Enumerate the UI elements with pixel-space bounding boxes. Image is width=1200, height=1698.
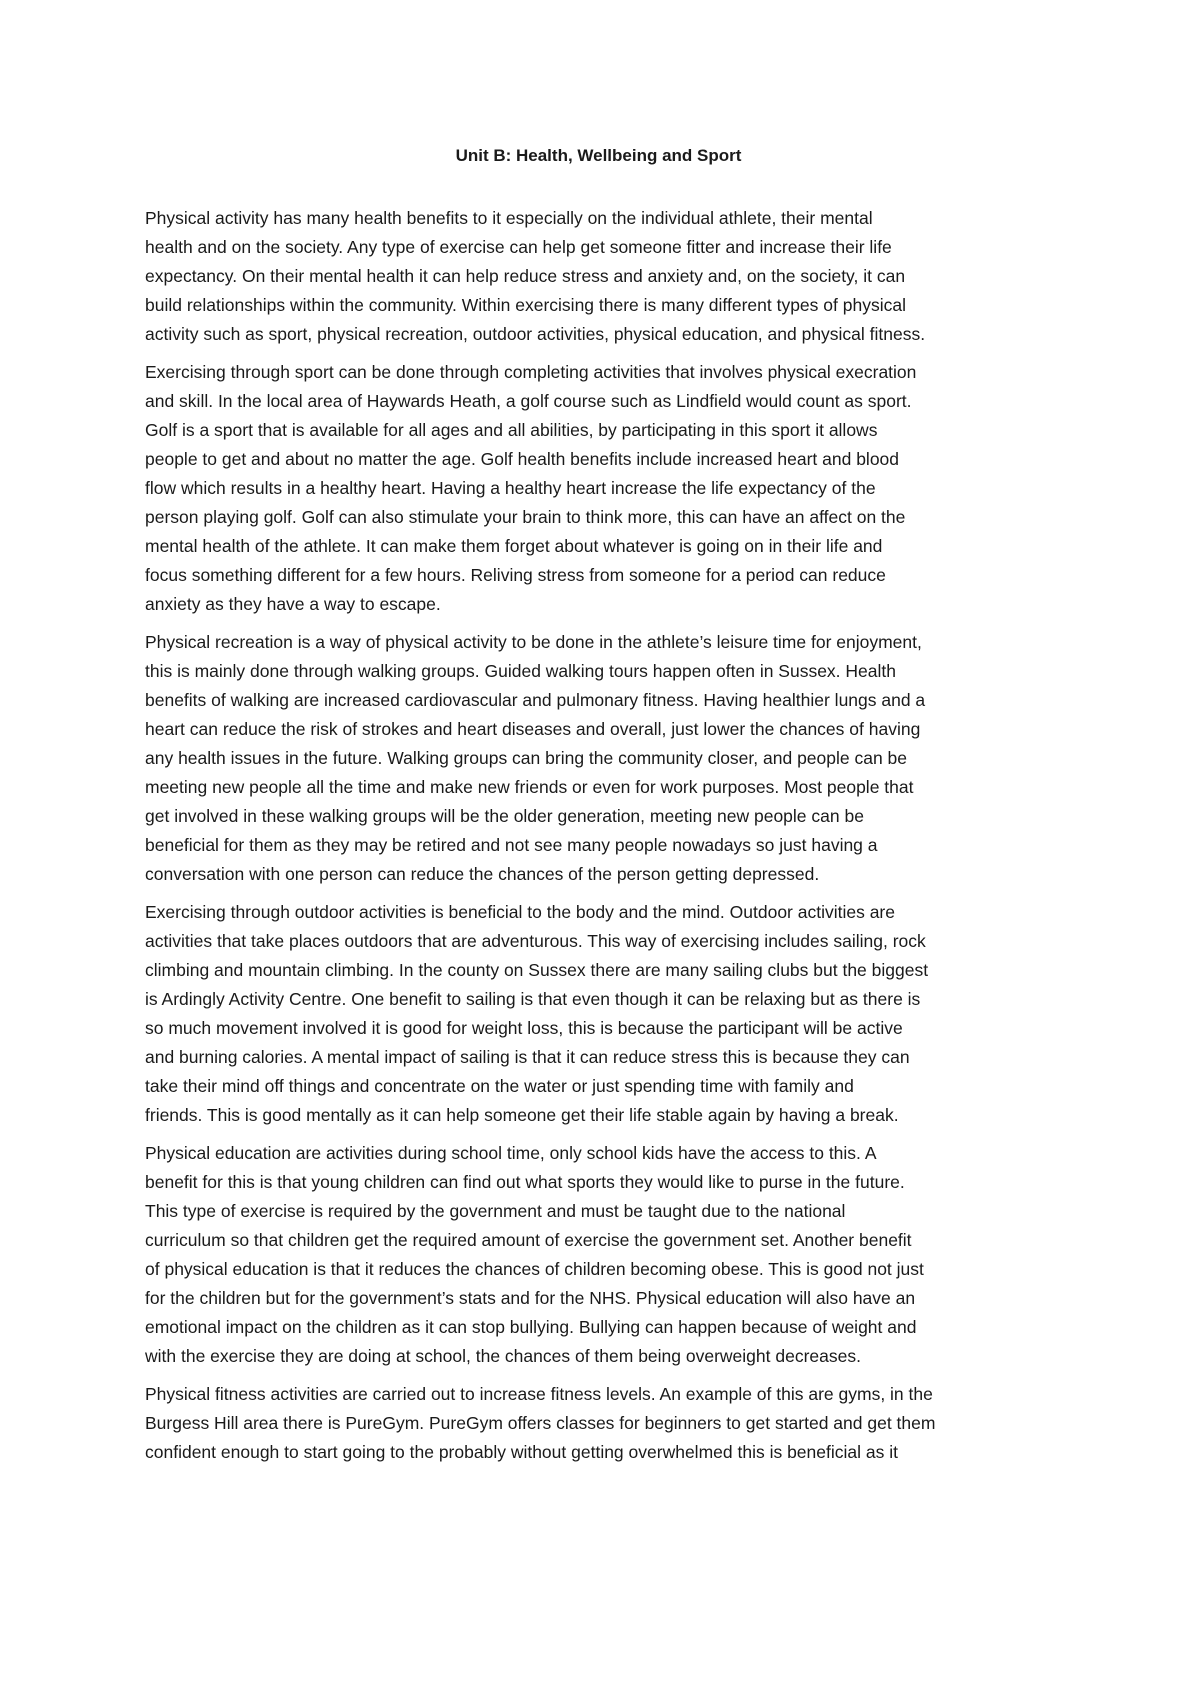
text-line: so much movement involved it is good for weight loss, this is because the participant will be active bbox=[145, 1018, 903, 1038]
text-line: emotional impact on the children as it can stop bullying. Bullying can happen because of weight and bbox=[145, 1317, 917, 1337]
text-line: curriculum so that children get the required amount of exercise the government set. Another benefit bbox=[145, 1230, 912, 1250]
text-line: of physical education is that it reduces the chances of children becoming obese. This is good not just bbox=[145, 1259, 924, 1279]
document-body bbox=[145, 204, 1060, 1467]
text-line: person playing golf. Golf can also stimulate your brain to think more, this can have an affect on the bbox=[145, 507, 906, 527]
paragraph bbox=[145, 628, 1060, 889]
text-line: and burning calories. A mental impact of sailing is that it can reduce stress this is because they can bbox=[145, 1047, 910, 1067]
text-line: Physical activity has many health benefits to it especially on the individual athlete, their mental bbox=[145, 208, 873, 228]
text-line: flow which results in a healthy heart. Having a healthy heart increase the life expectancy of the bbox=[145, 478, 876, 498]
text-line: and skill. In the local area of Haywards Heath, a golf course such as Lindfield would count as sport. bbox=[145, 391, 912, 411]
paragraph bbox=[145, 358, 1060, 619]
text-line: friends. This is good mentally as it can help someone get their life stable again by having a break. bbox=[145, 1105, 899, 1125]
text-line: anxiety as they have a way to escape. bbox=[145, 594, 441, 614]
text-line: activity such as sport, physical recreation, outdoor activities, physical education, and physical fitness. bbox=[145, 324, 926, 344]
text-line: get involved in these walking groups will be the older generation, meeting new people can be bbox=[145, 806, 864, 826]
text-line: focus something different for a few hours. Reliving stress from someone for a period can reduce bbox=[145, 565, 886, 585]
paragraph bbox=[145, 1139, 1060, 1371]
text-line: build relationships within the community. Within exercising there is many different types of physical bbox=[145, 295, 906, 315]
document-title: Unit B: Health, Wellbeing and Sport bbox=[455, 146, 742, 165]
paragraph bbox=[145, 898, 1060, 1130]
paragraph bbox=[145, 204, 1060, 349]
text-line: This type of exercise is required by the government and must be taught due to the national bbox=[145, 1201, 846, 1221]
text-line: benefit for this is that young children can find out what sports they would like to purse in the future. bbox=[145, 1172, 905, 1192]
text-line: with the exercise they are doing at school, the chances of them being overweight decreases. bbox=[145, 1346, 861, 1366]
text-line: Physical recreation is a way of physical activity to be done in the athlete’s leisure time for enjoyment, bbox=[145, 632, 922, 652]
text-line: Physical education are activities during school time, only school kids have the access to this. A bbox=[145, 1143, 877, 1163]
text-line: Exercising through outdoor activities is beneficial to the body and the mind. Outdoor activities are bbox=[145, 902, 895, 922]
text-line: for the children but for the government’s stats and for the NHS. Physical education will also have an bbox=[145, 1288, 916, 1308]
text-line: is Ardingly Activity Centre. One benefit to sailing is that even though it can be relaxing but as there is bbox=[145, 989, 921, 1009]
paragraph bbox=[145, 1380, 1060, 1467]
text-line: Exercising through sport can be done through completing activities that involves physical execration bbox=[145, 362, 917, 382]
text-line: activities that take places outdoors that are adventurous. This way of exercising includes sailing, rock bbox=[145, 931, 926, 951]
text-line: take their mind off things and concentrate on the water or just spending time with family and bbox=[145, 1076, 854, 1096]
text-line: people to get and about no matter the age. Golf health benefits include increased heart and blood bbox=[145, 449, 900, 469]
text-line: benefits of walking are increased cardiovascular and pulmonary fitness. Having healthier lungs and a bbox=[145, 690, 926, 710]
text-line: mental health of the athlete. It can make them forget about whatever is going on in their life and bbox=[145, 536, 883, 556]
text-line: confident enough to start going to the probably without getting overwhelmed this is beneficial as it bbox=[145, 1442, 898, 1462]
text-line: meeting new people all the time and make new friends or even for work purposes. Most people that bbox=[145, 777, 914, 797]
text-line: expectancy. On their mental health it can help reduce stress and anxiety and, on the society, it can bbox=[145, 266, 906, 286]
text-line: beneficial for them as they may be retired and not see many people nowadays so just having a bbox=[145, 835, 878, 855]
text-line: climbing and mountain climbing. In the county on Sussex there are many sailing clubs but the biggest bbox=[145, 960, 929, 980]
text-line: this is mainly done through walking groups. Guided walking tours happen often in Sussex. Health bbox=[145, 661, 896, 681]
text-line: Golf is a sport that is available for all ages and all abilities, by participating in this sport it allows bbox=[145, 420, 878, 440]
text-line: any health issues in the future. Walking groups can bring the community closer, and people can be bbox=[145, 748, 908, 768]
text-line: health and on the society. Any type of exercise can help get someone fitter and increase their life bbox=[145, 237, 892, 257]
text-line: conversation with one person can reduce the chances of the person getting depressed. bbox=[145, 864, 820, 884]
text-line: heart can reduce the risk of strokes and heart diseases and overall, just lower the chances of having bbox=[145, 719, 921, 739]
text-line: Physical fitness activities are carried out to increase fitness levels. An example of this are gyms, in the bbox=[145, 1384, 933, 1404]
text-line: Burgess Hill area there is PureGym. PureGym offers classes for beginners to get started and get them bbox=[145, 1413, 936, 1433]
